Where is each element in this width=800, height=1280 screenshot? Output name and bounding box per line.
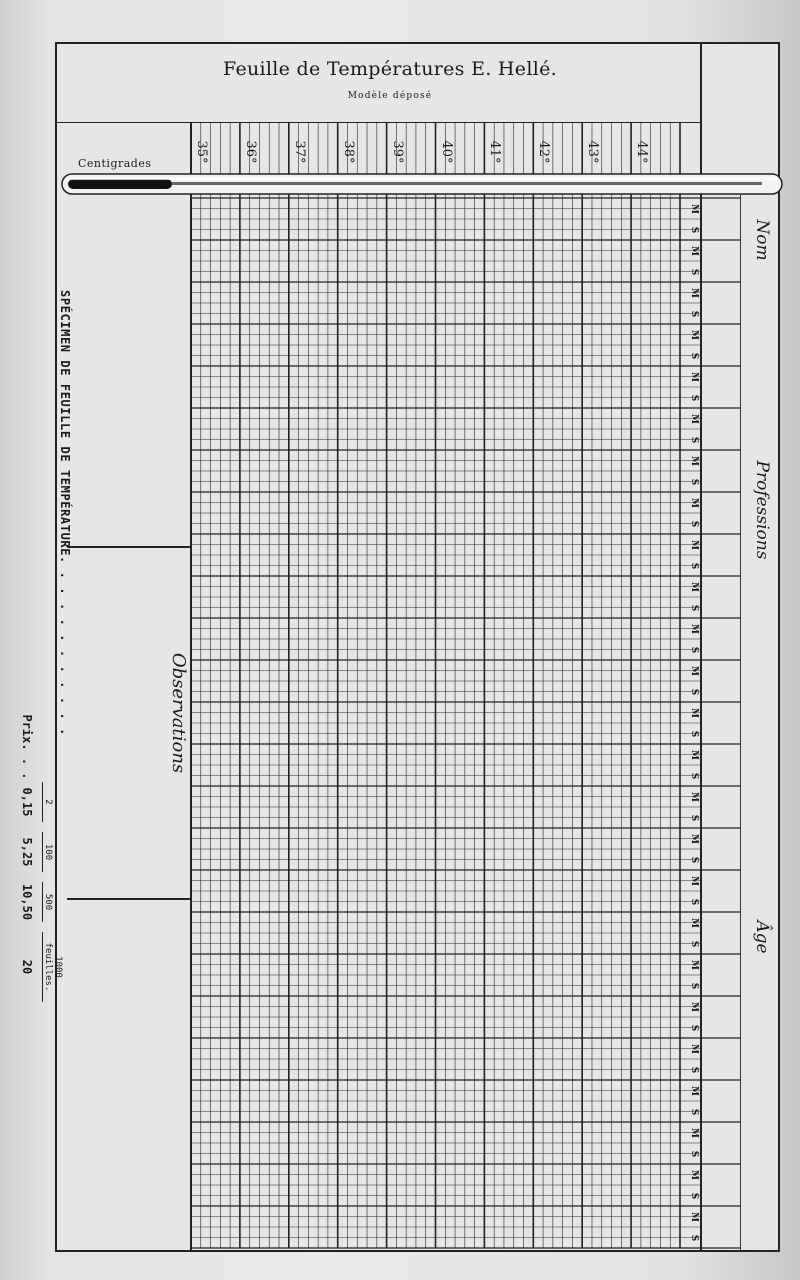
- price-quantity: 1000 feuilles.: [42, 932, 63, 1002]
- slot-marker: M: [689, 203, 699, 214]
- sheet-title: Feuille de Températures E. Hellé.: [223, 58, 557, 80]
- slot-marker: S: [689, 898, 699, 905]
- slot-marker: M: [689, 1127, 699, 1138]
- slot-marker: M: [689, 1001, 699, 1012]
- temperature-tick-label: 39°: [389, 140, 405, 164]
- thermometer-illustration: [60, 170, 785, 198]
- slot-marker: S: [689, 1234, 699, 1241]
- price-value: 0,15: [20, 787, 34, 817]
- sheet-subtitle: Modèle déposé: [347, 91, 433, 101]
- observations-rule-1: [67, 546, 191, 548]
- slot-marker: S: [689, 478, 699, 485]
- temperature-tick-label: 36°: [242, 140, 258, 164]
- temperature-tick-label: 38°: [340, 140, 356, 164]
- observations-label: Observations: [168, 652, 189, 774]
- slot-marker: S: [689, 1066, 699, 1073]
- price-label: Prix. . .: [20, 714, 34, 780]
- slot-marker: M: [689, 875, 699, 886]
- slot-marker: S: [689, 1192, 699, 1199]
- slot-marker: M: [689, 245, 699, 256]
- slot-marker: M: [689, 539, 699, 550]
- slot-marker: M: [689, 623, 699, 634]
- price-quantity: 500: [42, 882, 53, 922]
- age-label: Âge: [752, 920, 772, 954]
- slot-marker: S: [689, 352, 699, 359]
- slot-marker: M: [689, 371, 699, 382]
- slot-marker: M: [689, 287, 699, 298]
- slot-marker: M: [689, 749, 699, 760]
- price-value: 5,25: [20, 837, 34, 867]
- slot-marker: S: [689, 562, 699, 569]
- slot-marker: S: [689, 1108, 699, 1115]
- slot-marker: S: [689, 520, 699, 527]
- price-value: 10,50: [20, 883, 34, 921]
- slot-marker: M: [689, 665, 699, 676]
- scale-unit-label: Centigrades: [78, 157, 152, 170]
- slot-marker: M: [689, 791, 699, 802]
- temperature-tick-label: 37°: [291, 140, 307, 164]
- slot-marker: M: [689, 413, 699, 424]
- slot-marker: S: [689, 1024, 699, 1031]
- slot-marker: S: [689, 646, 699, 653]
- slot-marker: S: [689, 436, 699, 443]
- slot-marker: M: [689, 581, 699, 592]
- nom-label: Nom: [752, 219, 772, 261]
- slot-marker: M: [689, 833, 699, 844]
- observations-rule-2: [67, 898, 191, 900]
- slot-marker: S: [689, 1150, 699, 1157]
- slot-marker: M: [689, 707, 699, 718]
- temperature-tick-label: 44°: [634, 140, 650, 164]
- slot-marker: M: [689, 959, 699, 970]
- temperature-tick-label: 41°: [487, 140, 503, 164]
- price-quantity: 2: [42, 782, 53, 822]
- slot-marker: M: [689, 329, 699, 340]
- slot-marker: M: [689, 455, 699, 466]
- slot-marker: M: [689, 1169, 699, 1180]
- specimen-caption: SPÉCIMEN DE FEUILLE DE TEMPÉRATURE. . . . . . . . . . . .: [58, 290, 72, 737]
- slot-marker: S: [689, 940, 699, 947]
- slot-marker: M: [689, 1211, 699, 1222]
- slot-marker: S: [689, 730, 699, 737]
- slot-marker: S: [689, 226, 699, 233]
- temperature-tick-label: 42°: [536, 140, 552, 164]
- slot-marker: M: [689, 1085, 699, 1096]
- slot-marker: S: [689, 814, 699, 821]
- slot-marker: S: [689, 310, 699, 317]
- slot-marker: S: [689, 856, 699, 863]
- slot-marker: S: [689, 268, 699, 275]
- temperature-tick-label: 43°: [585, 140, 601, 164]
- price-table: [10, 712, 70, 1012]
- slot-marker: S: [689, 772, 699, 779]
- slot-marker: S: [689, 394, 699, 401]
- slot-marker: M: [689, 1043, 699, 1054]
- slot-marker: S: [689, 688, 699, 695]
- temperature-tick-label: 35°: [194, 140, 209, 164]
- slot-marker: S: [689, 982, 699, 989]
- price-quantity: 100: [42, 832, 53, 872]
- temperature-tick-label: 40°: [438, 140, 454, 164]
- slot-marker: S: [689, 604, 699, 611]
- slot-marker: M: [689, 917, 699, 928]
- professions-label: Professions: [752, 460, 772, 560]
- price-value: 20: [20, 959, 34, 975]
- slot-marker: M: [689, 497, 699, 508]
